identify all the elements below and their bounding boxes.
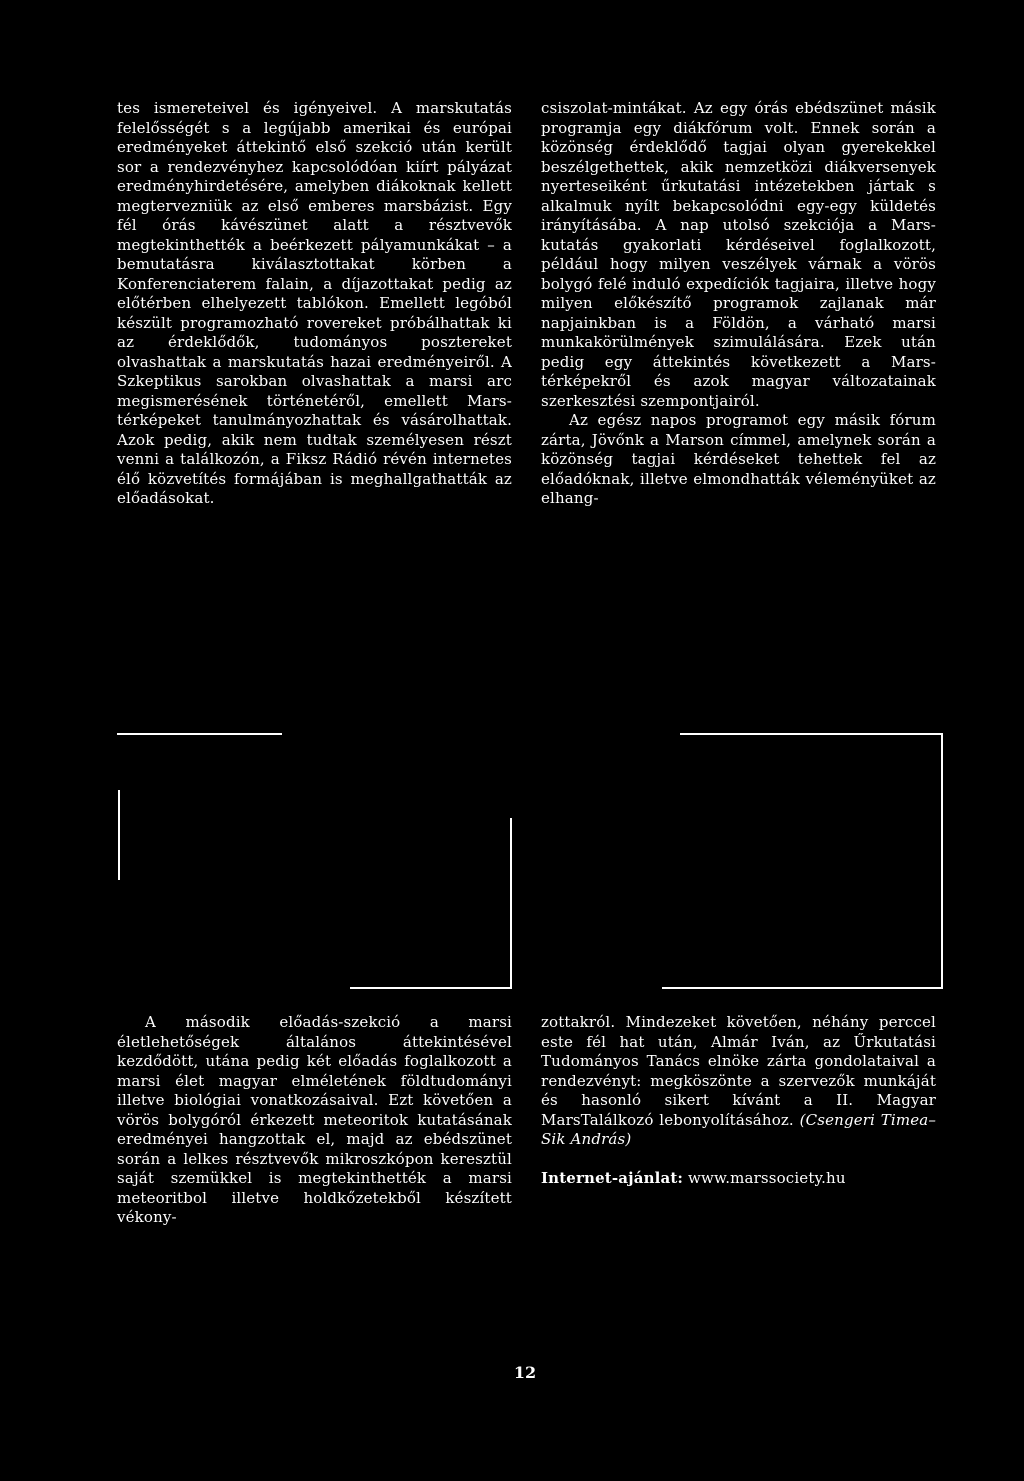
- article-column-bottom-right: [541, 1013, 936, 1188]
- author-signature: (Csengeri Timea–Sik András): [541, 1110, 936, 1148]
- image-frame-left-vertical-1: [118, 790, 120, 880]
- image-frame-left-top-rule: [117, 733, 282, 735]
- internet-url: www.marssociety.hu: [688, 1168, 846, 1187]
- image-frame-right-bottom-rule: [662, 987, 943, 989]
- image-frame-left-vertical-2: [510, 818, 512, 988]
- internet-recommendation: [541, 1169, 936, 1189]
- page-number: 12: [513, 1363, 537, 1382]
- image-frame-left-bottom-rule: [350, 987, 512, 989]
- article-column-bottom-left: [117, 1013, 512, 1228]
- paragraph: [541, 1013, 936, 1150]
- article-column-top-right: [541, 99, 936, 509]
- paragraph-text: zottakról. Mindezeket követően, néhány perccel este fél hat után, Almár Iván, az Űrkutatási Tudományos Tanács elnöke zárta gondolataival a rendezvényt: megköszönte a szervezők munkáját és hasonló sikert kívánt a II. Magyar MarsTalálkozó lebonyolításához.: [541, 1013, 936, 1129]
- article-column-top-left: [117, 99, 512, 509]
- paragraph: Az egész napos programot egy másik fórum zárta, Jövőnk a Marson címmel, amelynek során a közönség tagjai kérdéseket tehettek fel az előadóknak, illetve elmondhatták véleményüket az elhang-: [541, 411, 936, 507]
- paragraph: A második előadás-szekció a marsi életlehetőségek általános áttekintésével kezdődött, utána pedig két előadás foglalkozott a marsi élet magyar elméletének földtudományi illetve biológiai vonatkozásaival. Ezt követően a vörös bolygóról érkezett meteoritok kutatásának eredményei hangzottak el, majd az ebédszünet során a lelkes résztvevők mikroszkópon keresztül saját szemükkel is megtekinthették a marsi meteoritbol illetve holdkőzetekből készített vékony-: [117, 1013, 512, 1226]
- image-frame-right-vertical: [941, 733, 943, 988]
- paragraph: tes ismereteivel és igényeivel. A marskutatás felelősségét s a legújabb amerikai és európai eredményeket áttekintő első szekció után került sor a rendezvényhez kapcsolódóan kiírt pályázat eredményhirdetésére, amelyben diákoknak kellett megtervezniük az első emberes marsbázist. Egy fél órás kávészünet alatt a résztvevők megtekinthették a beérkezett pályamunkákat – a bemutatásra kiválasztottakat körben a Konferenciaterem falain, a díjazottakat pedig az előtérben elhelyezett tablókon. Emellett legóból készült programozható rovereket próbálhattak ki az érdeklődők, tudományos posztereket olvashattak a marskutatás hazai eredményeiről. A Szkeptikus sarokban olvashattak a marsi arc megismerésének történetéről, emellett Mars-térképeket tanulmányozhattak és vásárolhattak. Azok pedig, akik nem tudtak személyesen részt venni a találkozón, a Fiksz Rádió révén internetes élő közvetítés formájában is meghallgathatták az előadásokat.: [117, 99, 512, 507]
- paragraph: csiszolat-mintákat. Az egy órás ebédszünet másik programja egy diákfórum volt. Ennek során a közönség érdeklődő tagjai olyan gyerekekkel beszélgethettek, akik nemzetközi diákversenyek nyerteseiként űrkutatási intézetekben jártak s alkalmuk nyílt bekapcsolódni egy-egy küldetés irányításába. A nap utolsó szekciója a Mars-kutatás gyakorlati kérdéseivel foglalkozott, például hogy milyen veszélyek várnak a vörös bolygó felé induló expedíciók tagjaira, illetve hogy milyen előkészítő programok zajlanak már napjainkban is a Földön, a várható marsi munkakörülmények szimulálására. Ezek után pedig egy áttekintés következett a Mars-térképekről és azok magyar változatainak szerkesztési szempontjairól.: [541, 99, 936, 410]
- internet-label: Internet-ajánlat:: [541, 1168, 684, 1187]
- image-frame-right-top-rule: [680, 733, 942, 735]
